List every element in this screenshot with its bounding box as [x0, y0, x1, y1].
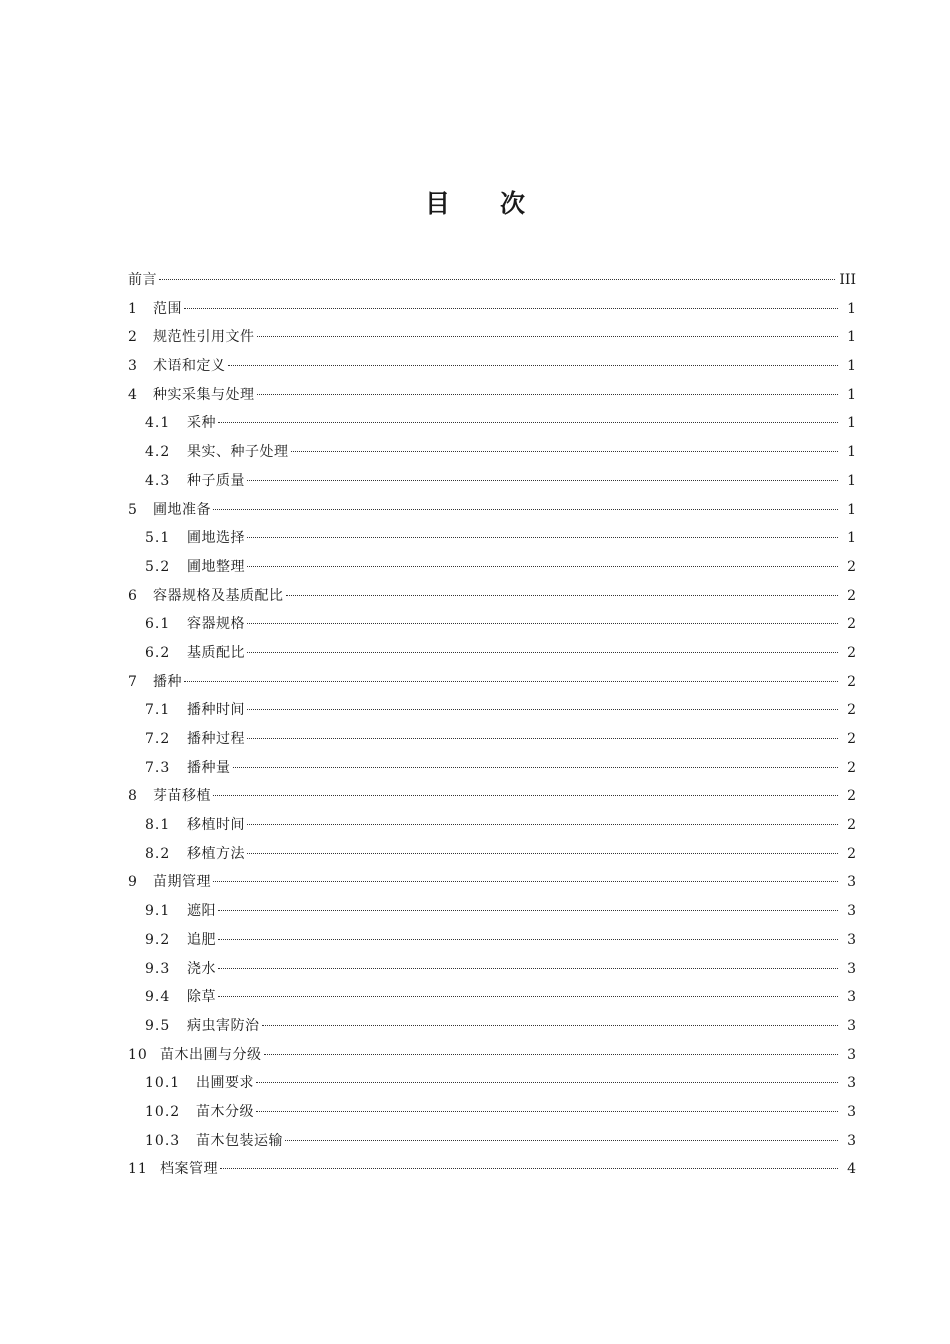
toc-entry-number: 6.1: [145, 616, 171, 633]
dot-leader: [286, 595, 839, 596]
toc-entry-label: 前言: [128, 272, 157, 288]
dot-leader: [247, 480, 838, 481]
toc-entry-page: 3: [847, 1017, 856, 1034]
toc-entry[interactable]: [128, 524, 856, 553]
toc-entry-label: 浇水: [187, 960, 216, 977]
dot-leader: [213, 509, 838, 510]
toc-entry-number: 4: [128, 386, 138, 403]
dot-leader: [218, 996, 838, 997]
toc-entry-page: 1: [847, 386, 856, 403]
toc-entry[interactable]: [128, 1012, 856, 1041]
toc-entry-page: 1: [847, 444, 856, 461]
toc-entry[interactable]: [128, 754, 856, 783]
toc-entry[interactable]: [128, 381, 856, 410]
toc-entry-label: 苗木包装运输: [196, 1132, 283, 1149]
toc-entry-number: 4.3: [145, 472, 171, 489]
toc-entry[interactable]: [128, 1041, 856, 1070]
toc-entry[interactable]: [128, 983, 856, 1012]
toc-entry-page: III: [839, 272, 856, 288]
toc-entry-page: 2: [847, 644, 856, 661]
toc-entry[interactable]: [128, 696, 856, 725]
toc-entry-number: 9.3: [145, 960, 171, 977]
toc-entry-label: 除草: [187, 989, 216, 1006]
toc-entry-label: 圃地整理: [187, 558, 245, 575]
toc-entry-page: 2: [847, 817, 856, 834]
toc-entry-label: 播种量: [187, 759, 231, 776]
toc-entry-page: 3: [847, 874, 856, 891]
toc-entry-number: 9.5: [145, 1017, 171, 1034]
toc-entry[interactable]: [128, 352, 856, 381]
toc-entry-label: 播种过程: [187, 731, 245, 747]
toc-entry-page: 1: [847, 415, 856, 432]
toc-entry-label: 病虫害防治: [187, 1017, 260, 1034]
toc-entry-number: 1: [128, 300, 138, 317]
toc-entry-page: 3: [847, 989, 856, 1006]
toc-entry-page: 2: [847, 845, 856, 862]
toc-entry[interactable]: [128, 639, 856, 668]
toc-entry-number: 3: [128, 358, 138, 375]
toc-entry-number: 10: [128, 1046, 148, 1063]
toc-entry-label: 果实、种子处理: [187, 444, 289, 461]
toc-entry-number: 9: [128, 874, 138, 891]
toc-entry-page: 3: [847, 1075, 856, 1092]
toc-entry-number: 10.2: [145, 1103, 181, 1120]
toc-entry-page: 3: [847, 960, 856, 977]
toc-entry-label: 移植方法: [187, 845, 245, 862]
toc-entry-page: 2: [847, 558, 856, 575]
toc-entry-page: 1: [847, 329, 856, 346]
toc-entry[interactable]: [128, 955, 856, 984]
toc-entry-label: 术语和定义: [153, 358, 226, 375]
toc-entry-number: 4.2: [145, 444, 171, 461]
toc-entry-label: 遮阳: [187, 903, 216, 920]
dot-leader: [233, 767, 839, 768]
dot-leader: [247, 824, 838, 825]
toc-entry-label: 苗木出圃与分级: [160, 1046, 262, 1063]
toc-entry[interactable]: [128, 438, 856, 467]
toc-entry-label: 芽苗移植: [153, 788, 211, 805]
toc-entry-page: 2: [847, 673, 856, 690]
toc-entry[interactable]: [128, 1098, 856, 1127]
toc-entry-page: 3: [847, 903, 856, 920]
toc-entry-number: 2: [128, 329, 138, 346]
toc-entry-page: 1: [847, 501, 856, 518]
dot-leader: [184, 681, 838, 682]
dot-leader: [218, 939, 838, 940]
toc-entry-label: 采种: [187, 415, 216, 432]
toc-entry-page: 3: [847, 1103, 856, 1120]
toc-entry-label: 出圃要求: [196, 1075, 254, 1092]
toc-entry-number: 4.1: [145, 415, 171, 432]
toc-entry[interactable]: [128, 1155, 856, 1184]
toc-entry-label: 种子质量: [187, 472, 245, 489]
toc-entry-page: 1: [847, 300, 856, 317]
toc-entry[interactable]: [128, 467, 856, 496]
toc-entry-page: 1: [847, 530, 856, 547]
toc-entry[interactable]: [128, 811, 856, 840]
toc-entry-number: 6.2: [145, 644, 171, 661]
toc-entry-label: 基质配比: [187, 644, 245, 661]
toc-entry-number: 5: [128, 501, 138, 518]
dot-leader: [247, 853, 838, 854]
toc-entry-number: 8.2: [145, 845, 171, 862]
dot-leader: [218, 422, 838, 423]
dot-leader: [228, 365, 839, 366]
toc-entry-number: 5.2: [145, 558, 171, 575]
toc-entry-number: 9.2: [145, 931, 171, 948]
dot-leader: [247, 652, 838, 653]
toc-entry-number: 7.1: [145, 702, 171, 719]
toc-entry-number: 10.1: [145, 1075, 181, 1092]
toc-entry-page: 2: [847, 616, 856, 633]
dot-leader: [213, 795, 838, 796]
toc-entry-page: 3: [847, 931, 856, 948]
toc-entry[interactable]: [128, 553, 856, 582]
toc-entry[interactable]: [128, 295, 856, 324]
toc-entry-label: 种实采集与处理: [153, 386, 255, 403]
toc-entry[interactable]: [128, 266, 856, 295]
toc-entry-label: 圃地选择: [187, 530, 245, 547]
dot-leader: [218, 968, 838, 969]
toc-entry-label: 容器规格: [187, 616, 245, 633]
dot-leader: [257, 336, 839, 337]
toc-entry-page: 2: [847, 731, 856, 747]
toc-entry[interactable]: [128, 668, 856, 697]
dot-leader: [247, 738, 838, 739]
toc-entry[interactable]: [128, 926, 856, 955]
toc-entry-label: 档案管理: [160, 1161, 218, 1178]
dot-leader: [291, 451, 839, 452]
toc-entry[interactable]: [128, 1127, 856, 1156]
toc-entry[interactable]: [128, 868, 856, 897]
toc-entry-number: 10.3: [145, 1132, 181, 1149]
toc-entry-number: 7.3: [145, 759, 171, 776]
toc-entry-number: 8: [128, 788, 138, 805]
toc-entry-page: 2: [847, 759, 856, 776]
toc-entry-label: 范围: [153, 300, 182, 317]
toc-entry-number: 6: [128, 587, 138, 604]
toc-entry-page: 1: [847, 358, 856, 375]
dot-leader: [159, 279, 835, 280]
toc-entry[interactable]: [128, 897, 856, 926]
toc-entry-label: 播种时间: [187, 702, 245, 719]
dot-leader: [247, 623, 838, 624]
dot-leader: [262, 1025, 839, 1026]
toc-entry-number: 9.1: [145, 903, 171, 920]
dot-leader: [256, 1111, 838, 1112]
page-title: 目次: [424, 189, 575, 218]
dot-leader: [247, 537, 838, 538]
toc-entry[interactable]: [128, 725, 856, 754]
toc-entry-label: 苗期管理: [153, 874, 211, 891]
dot-leader: [247, 709, 838, 710]
toc-entry[interactable]: [128, 323, 856, 352]
toc-entry[interactable]: [128, 1069, 856, 1098]
toc-entry-label: 规范性引用文件: [153, 329, 255, 346]
dot-leader: [247, 566, 838, 567]
toc-entry[interactable]: [128, 610, 856, 639]
toc-entry-page: 2: [847, 702, 856, 719]
table-of-contents: [128, 266, 856, 1184]
dot-leader: [218, 910, 838, 911]
toc-entry-number: 5.1: [145, 530, 171, 547]
toc-entry-label: 播种: [153, 673, 182, 690]
toc-entry-page: 1: [847, 472, 856, 489]
toc-entry-number: 8.1: [145, 817, 171, 834]
toc-entry-page: 2: [847, 587, 856, 604]
dot-leader: [285, 1140, 838, 1141]
toc-entry[interactable]: [128, 409, 856, 438]
toc-entry-number: 11: [128, 1161, 148, 1178]
toc-entry-number: 7.2: [145, 731, 171, 747]
toc-entry[interactable]: [128, 840, 856, 869]
toc-entry-page: 2: [847, 788, 856, 805]
dot-leader: [264, 1054, 839, 1055]
toc-entry-number: 7: [128, 673, 138, 690]
dot-leader: [220, 1168, 838, 1169]
toc-entry[interactable]: [128, 782, 856, 811]
dot-leader: [184, 308, 838, 309]
dot-leader: [213, 881, 838, 882]
toc-entry-label: 追肥: [187, 931, 216, 948]
toc-entry[interactable]: [128, 496, 856, 525]
toc-entry-label: 苗木分级: [196, 1103, 254, 1120]
toc-entry-page: 3: [847, 1046, 856, 1063]
toc-entry-number: 9.4: [145, 989, 171, 1006]
toc-entry-page: 4: [847, 1161, 856, 1178]
toc-entry[interactable]: [128, 582, 856, 611]
dot-leader: [257, 394, 839, 395]
toc-entry-label: 容器规格及基质配比: [153, 587, 284, 604]
toc-entry-page: 3: [847, 1132, 856, 1149]
toc-entry-label: 圃地准备: [153, 501, 211, 518]
toc-entry-label: 移植时间: [187, 817, 245, 834]
dot-leader: [256, 1082, 838, 1083]
